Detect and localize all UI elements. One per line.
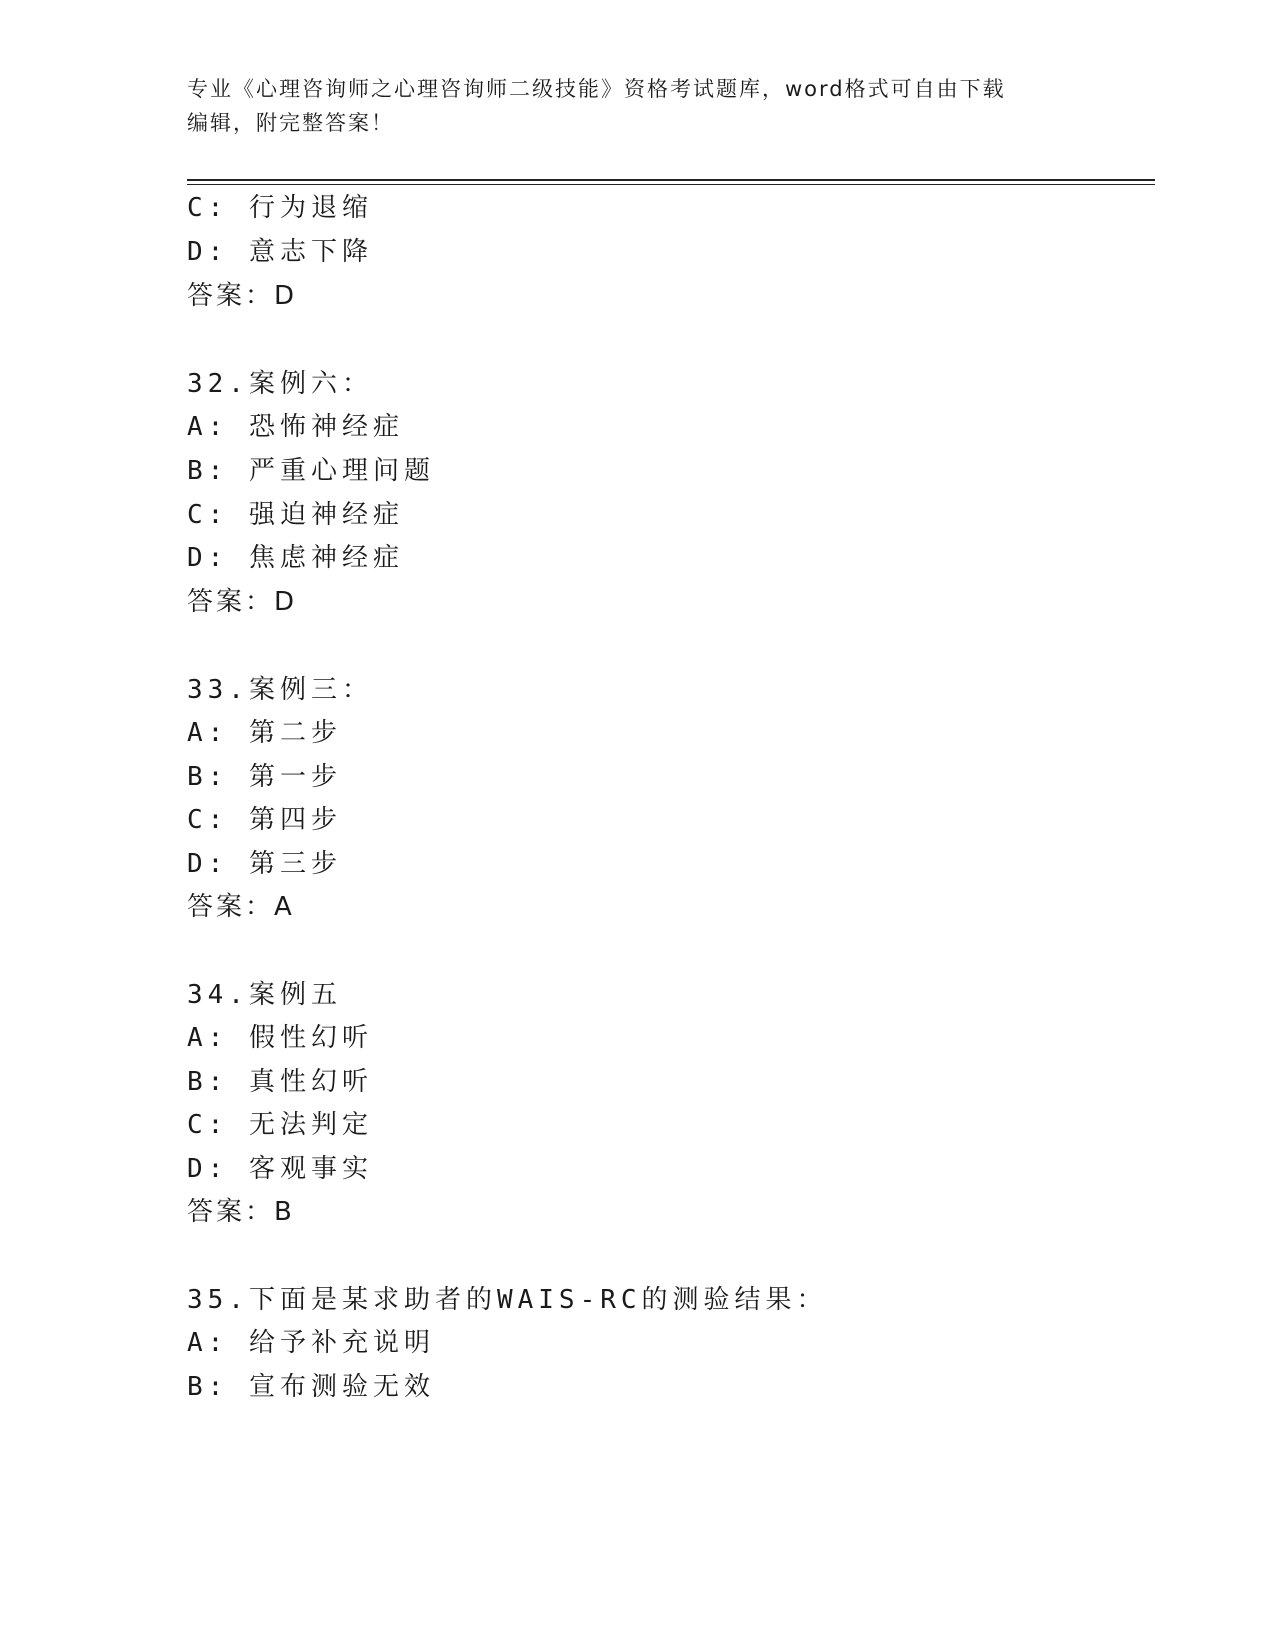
option-a: A: 给予补充说明 — [187, 1328, 435, 1358]
option-a: A: 假性幻听 — [187, 1023, 373, 1053]
option-d: D: 客观事实 — [187, 1154, 373, 1184]
answer-line: 答案：D — [187, 587, 298, 617]
header-line-1: 专业《心理咨询师之心理咨询师二级技能》资格考试题库，word格式可自由下载 — [187, 77, 1006, 101]
option-a: A: 第二步 — [187, 718, 342, 748]
option-d: D: 焦虑神经症 — [187, 543, 404, 573]
option-c: C: 无法判定 — [187, 1110, 373, 1140]
question-32: 32.案例六： — [187, 369, 373, 399]
option-b: B: 真性幻听 — [187, 1067, 373, 1097]
option-d: D: 意志下降 — [187, 237, 373, 267]
header-divider-top — [187, 179, 1155, 181]
option-a: A: 恐怖神经症 — [187, 412, 404, 442]
answer-line: 答案：B — [187, 1197, 295, 1227]
answer-line: 答案：A — [187, 892, 295, 922]
question-34: 34.案例五 — [187, 980, 342, 1010]
option-c: C: 行为退缩 — [187, 193, 373, 223]
option-b: B: 第一步 — [187, 762, 342, 792]
option-d: D: 第三步 — [187, 849, 342, 879]
option-b: B: 严重心理问题 — [187, 456, 435, 486]
question-33: 33.案例三： — [187, 675, 373, 705]
answer-line: 答案：D — [187, 281, 298, 311]
option-c: C: 强迫神经症 — [187, 500, 404, 530]
option-c: C: 第四步 — [187, 805, 342, 835]
header-line-2: 编辑，附完整答案！ — [187, 111, 394, 135]
document-header — [187, 72, 1087, 140]
header-divider-bottom — [187, 184, 1155, 185]
question-35: 35.下面是某求助者的WAIS-RC的测验结果： — [187, 1285, 828, 1315]
option-b: B: 宣布测验无效 — [187, 1372, 435, 1402]
